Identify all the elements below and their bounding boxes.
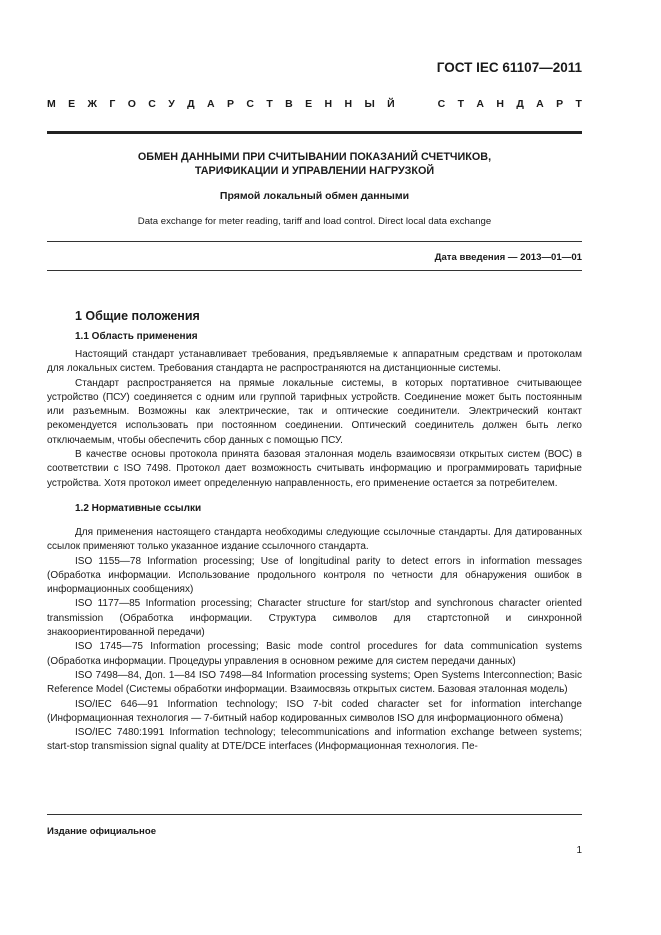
interstate-standard-banner <box>47 98 582 110</box>
banner-letter: Т <box>575 98 582 110</box>
english-title: Data exchange for meter reading, tariff and load control. Direct local data exchange <box>137 216 492 227</box>
introduction-date: Дата введения — 2013—01—01 <box>434 252 582 263</box>
body-content <box>47 309 582 755</box>
date-rule <box>47 270 582 271</box>
reference-item: ISO/IEC 646—91 Information technology; ISO 7-bit coded character set for information interchange (Информационная технология — 7-битный набор кодированных символов ISO для информационного обмена) <box>47 698 582 724</box>
reference-item: ISO 1177—85 Information processing; Character structure for start/stop and synchronous character oriented transmission (Обработка информации. Структура символов для стартстопной и синхронной знакоориентированной передачи) <box>47 598 582 639</box>
paragraph: Настоящий стандарт устанавливает требования, предъявляемые к аппаратным средствам и протоколам для локальных систем. Требования стандарта не распространяются на дистанционные системы. <box>47 349 582 375</box>
banner-letter <box>407 98 410 110</box>
header-rule <box>47 131 582 134</box>
paragraph: Стандарт распространяется на прямые локальные системы, в которых портативное считывающее устройство (ПСУ) соединяется с одним или группой тарифных устройств. Соединение может быть постоянным или разъемным. Возможны как электрические, так и оптические соединители. Электрический контакт рекомендуется использовать при постоянном соединении. Оптический соединитель должен быть легко отключаемым, чтобы обеспечить сбор данных с помощью ПСУ. <box>47 377 582 446</box>
banner-letter: Д <box>187 98 195 110</box>
banner-letter: Й <box>387 98 395 110</box>
document-title <box>47 150 582 178</box>
section-1-2-heading: 1.2 Нормативные ссылки <box>75 502 202 514</box>
reference-item: ISO 1155—78 Information processing; Use of longitudinal parity to detect errors in information messages (Обработка информации. Использование продольного контроля по четности для обнаружения ошибок в информационных сообщениях) <box>47 555 582 596</box>
banner-letter: Р <box>556 98 564 110</box>
banner-letter <box>422 98 425 110</box>
banner-letter: О <box>127 98 136 110</box>
banner-letter: Н <box>324 98 333 110</box>
banner-letter: У <box>168 98 175 110</box>
banner-letter: Ы <box>364 98 375 110</box>
banner-letter: Т <box>266 98 273 110</box>
banner-letter: А <box>536 98 544 110</box>
paragraph: Для применения настоящего стандарта необходимы следующие ссылочные стандарты. Для датированных ссылок применяют только указанное издание ссылочного стандарта. <box>47 526 582 553</box>
banner-letter: Н <box>496 98 504 110</box>
footer-rule <box>47 814 582 815</box>
banner-letter: Г <box>109 98 116 110</box>
banner-letter: Р <box>226 98 234 110</box>
section-1-heading: 1 Общие положения <box>75 309 200 323</box>
gost-number: ГОСТ IEC 61107—2011 <box>436 60 582 75</box>
reference-item: ISO/IEC 7480:1991 Information technology; telecommunications and information exchange between systems; start-stop transmission signal quality at DTE/DCE interfaces (Информационная технология. Пе- <box>47 727 582 753</box>
official-edition-note: Издание официальное <box>47 826 157 837</box>
document-subtitle: Прямой локальный обмен данными <box>219 190 410 202</box>
page-number: 1 <box>576 845 582 856</box>
title-line-2: ТАРИФИКАЦИИ И УПРАВЛЕНИИ НАГРУЗКОЙ <box>194 165 435 177</box>
banner-letter: Д <box>516 98 524 110</box>
paragraph: В качестве основы протокола принята базовая эталонная модель взаимосвязи открытых систем (ВОС) в соответствии с ISO 7498. Протокол дает возможность считывать информацию и программировать тарифные устройства. Хотя протокол имеет определенную направленность, его применение остается за потребителем. <box>47 449 582 489</box>
banner-letter: С <box>437 98 446 110</box>
banner-letter: В <box>285 98 293 110</box>
banner-letter: Ж <box>87 98 98 110</box>
banner-letter: С <box>148 98 156 110</box>
title-line-1: ОБМЕН ДАННЫМИ ПРИ СЧИТЫВАНИИ ПОКАЗАНИЙ СЧЕТЧИКОВ, <box>137 151 492 163</box>
banner-letter: Е <box>68 98 76 110</box>
section-1-1-heading: 1.1 Область применения <box>75 331 198 342</box>
title-rule <box>47 241 582 242</box>
banner-letter: Н <box>344 98 353 110</box>
reference-item: ISO 1745—75 Information processing; Basic mode control procedures for data communication systems (Обработка информации. Процедуры управления в основном режиме для систем передачи данных) <box>47 641 582 667</box>
banner-letter: Е <box>305 98 313 110</box>
banner-letter: С <box>246 98 254 110</box>
banner-letter: А <box>207 98 215 110</box>
reference-item: ISO 7498—84, Доп. 1—84 ISO 7498—84 Information processing systems; Open Systems Interconnection; Basic Reference Model (Системы обработки информации. Взаимосвязь открытых систем. Базовая эталонная модель) <box>47 669 582 696</box>
banner-letter: М <box>47 98 56 110</box>
banner-letter: Т <box>457 98 464 110</box>
banner-letter: А <box>476 98 484 110</box>
